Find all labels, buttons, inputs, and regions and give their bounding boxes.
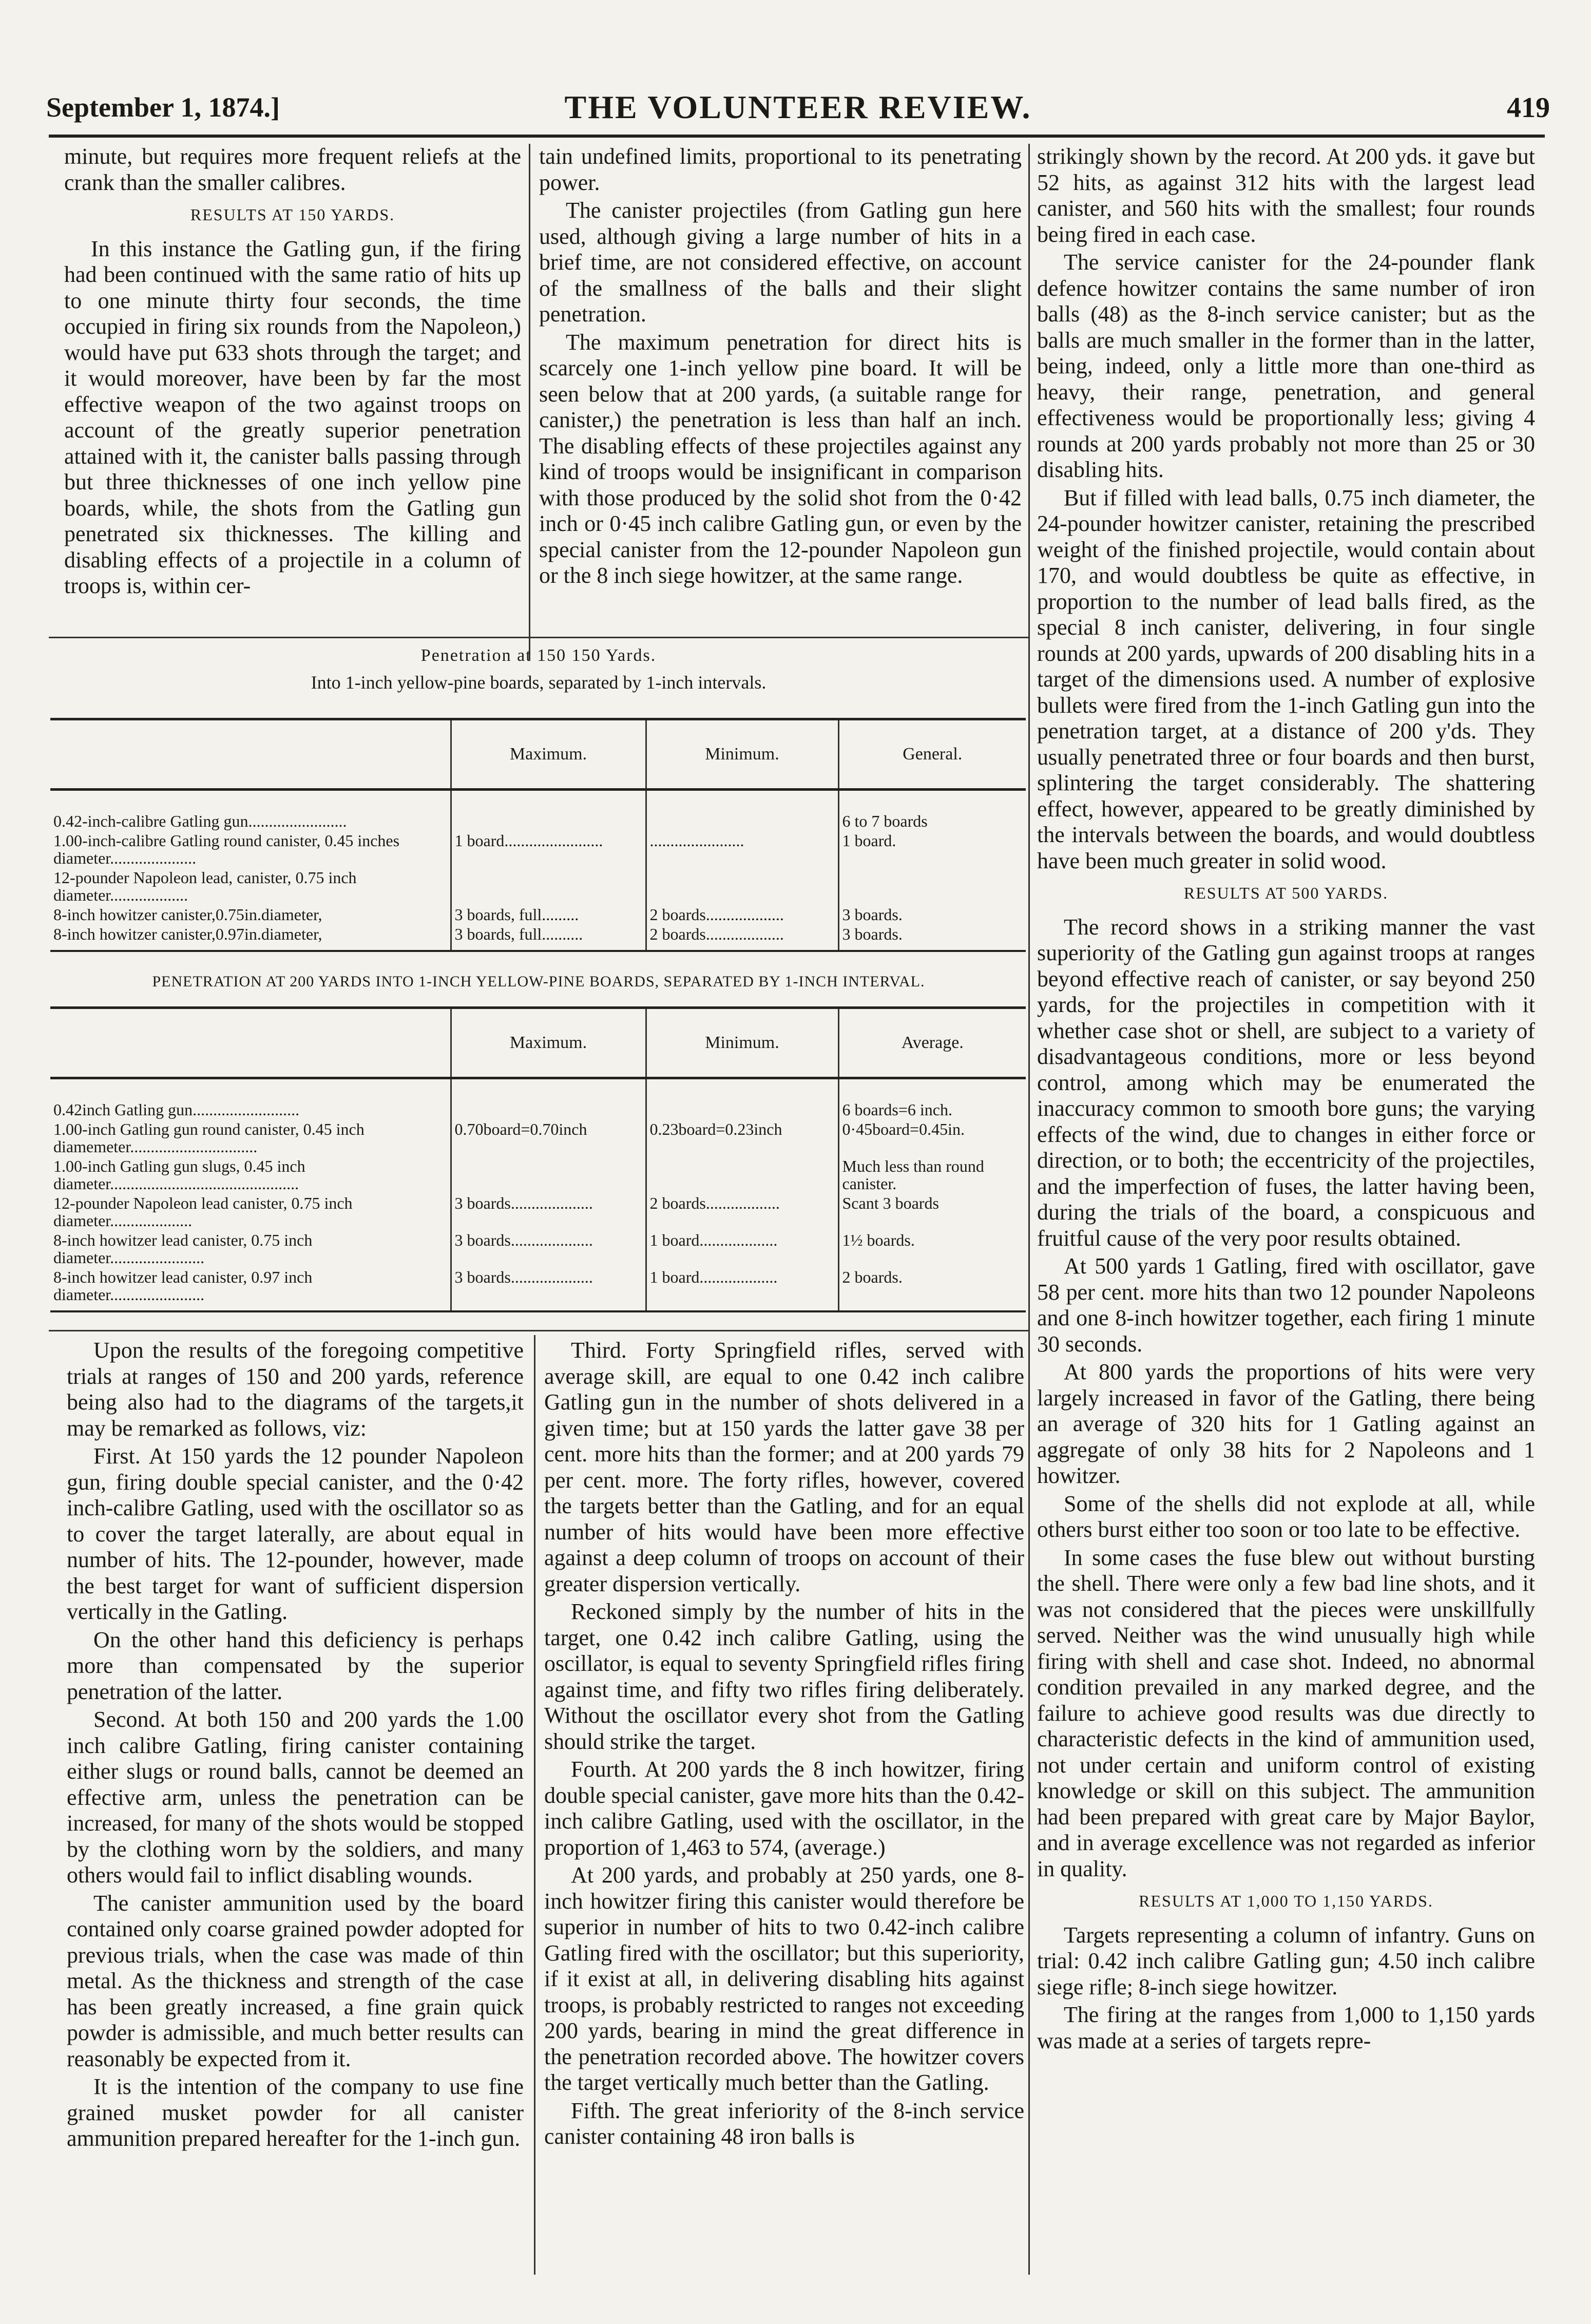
article-column-5 (544, 1338, 1024, 2152)
table-cell: 3 boards.................... (451, 1267, 646, 1311)
paragraph: The canister projectiles (from Gatling gun here used, although giving a large number of hits in a brief time, are not considered effective, on account of the smallness of the balls and their slight penetration. (539, 198, 1022, 327)
table-header-row (50, 719, 1026, 790)
section-heading: RESULTS AT 1,000 TO 1,150 YARDS. (1139, 1892, 1433, 1910)
header-cell (50, 1008, 451, 1078)
table-caption: PENETRATION AT 200 YARDS INTO 1-INCH YELLOW-PINE BOARDS, SEPARATED BY 1-INCH INTERVAL. (152, 973, 925, 990)
table-cell: 2 boards. (838, 1267, 1026, 1311)
header-cell: Average. (838, 1008, 1026, 1078)
table-cell: 3 boards.................... (451, 1193, 646, 1230)
table-row (50, 1078, 1026, 1120)
table-row (50, 1156, 1026, 1193)
table-cell (646, 790, 838, 831)
table-cell: 3 boards, full......... (451, 905, 646, 924)
table-row (50, 1230, 1026, 1267)
header-cell: Minimum. (646, 719, 838, 790)
table-row (50, 1119, 1026, 1156)
table-cell: 1 board........................ (451, 831, 646, 868)
masthead-title: THE VOLUNTEER REVIEW. (564, 89, 1032, 125)
paragraph: Fourth. At 200 yards the 8 inch howitzer, firing double special canister, gave more hits than the 0.42-inch calibre Gatling, used with the oscillator, in the proportion of 1,463 to 574, (average.) (544, 1757, 1024, 1860)
section-rule (49, 637, 1028, 638)
table-cell: 2 boards.................. (646, 1193, 838, 1230)
table-cell (451, 1156, 646, 1193)
table-cell (646, 1078, 838, 1120)
table-subcaption: Into 1-inch yellow-pine boards, separated by 1-inch intervals. (311, 672, 766, 693)
paragraph: The service canister for the 24-pounder flank defence howitzer contains the same number of iron balls (48) as the 8-inch service canister; but as the balls are much smaller in the former than in the latter, being, indeed, only a little more than one-third as heavy, their range, penetration, and general effectiveness would be proportionally less; giving 4 rounds at 200 yards probably not more than 25 or 30 disabling hits. (1037, 250, 1535, 482)
table-row (50, 790, 1026, 831)
page-number: 419 (1507, 92, 1550, 124)
paragraph: Targets representing a column of infantry. Guns on trial: 0.42 inch calibre Gatling gun; 4.50 inch calibre siege rifle; 8-inch siege howitzer. (1037, 1922, 1535, 1999)
table-cell: 8-inch howitzer lead canister, 0.97 inch diameter....................... (50, 1267, 451, 1311)
section-heading: RESULTS AT 500 YARDS. (1183, 884, 1389, 902)
article-column-1 (64, 144, 521, 601)
table-row (50, 1267, 1026, 1311)
table-cell: 8-inch howitzer canister,0.97in.diameter, (50, 924, 451, 951)
header-rule (49, 135, 1545, 138)
table-row (50, 868, 1026, 905)
paragraph: Second. At both 150 and 200 yards the 1.00 inch calibre Gatling, firing canister containing either slugs or round balls, cannot be deemed an effective arm, unless the penetration can be increased, for many of the shots would be stopped by the clothing worn by the soldiers, and many others would fail to inflict disabling wounds. (67, 1707, 524, 1888)
table-cell: 3 boards. (838, 924, 1026, 951)
paragraph: Third. Forty Springfield rifles, served with average skill, are equal to one 0.42 inch calibre Gatling gun in the number of shots delivered in a given time; but at 150 yards the latter gave 38 per cent. more hits than the former; and at 200 yards 79 per cent. more. The forty rifles, however, covered the targets better than the Gatling, and for an equal number of hits would have been more effective against a deep column of troops on account of their greater dispersion vertically. (544, 1338, 1024, 1596)
table-header-row (50, 1008, 1026, 1078)
table-cell: 6 to 7 boards (838, 790, 1026, 831)
table-cell: 8-inch howitzer canister,0.75in.diameter, (53, 905, 322, 924)
table-cell: 2 boards................... (646, 924, 838, 951)
table-cell: 0.42inch Gatling gun.......................... (53, 1100, 300, 1119)
paragraph: strikingly shown by the record. At 200 yds. it gave but 52 hits, as against 312 hits with the largest lead canister, and 560 hits with the smallest; four rounds being fired in each case. (1037, 144, 1535, 247)
article-column-3 (1037, 144, 1535, 2056)
table-row (50, 831, 1026, 868)
table-cell: 1 board. (838, 831, 1026, 868)
table-cell: 1½ boards. (838, 1230, 1026, 1267)
table-cell: 1 board................... (646, 1230, 838, 1267)
table-cell (451, 790, 646, 831)
header-cell (50, 719, 451, 790)
paragraph: At 500 yards 1 Gatling, fired with oscillator, gave 58 per cent. more hits than two 12 pounder Napoleons and one 8-inch howitzer together, each firing 1 minute 30 seconds. (1037, 1253, 1535, 1357)
table-cell: Much less than round canister. (838, 1156, 1026, 1193)
section-heading: RESULTS AT 150 YARDS. (190, 205, 395, 224)
paragraph: minute, but requires more frequent reliefs at the crank than the smaller calibres. (64, 144, 521, 195)
table-cell: ....................... (646, 831, 838, 868)
table-cell: 1.00-inch Gatling gun slugs, 0.45 inch diameter.............................................. (53, 1157, 305, 1193)
table-cell: 6 boards=6 inch. (838, 1078, 1026, 1120)
page-header (46, 86, 1550, 138)
header-cell: Maximum. (451, 719, 646, 790)
paragraph: Some of the shells did not explode at all, while others burst either too soon or too late to be effective. (1037, 1491, 1535, 1542)
header-cell: General. (838, 719, 1026, 790)
table-cell: 12-pounder Napoleon lead, canister, 0.75 inch diameter................... (53, 868, 357, 904)
paragraph: The firing at the ranges from 1,000 to 1,150 yards was made at a series of targets repre- (1037, 2002, 1535, 2053)
column-rule (529, 144, 530, 660)
table-cell: 1.00-inch-calibre Gatling round canister, 0.45 inches diameter..................... (53, 831, 400, 867)
paragraph: The maximum penetration for direct hits is scarcely one 1-inch yellow pine board. It will be seen below that at 200 yards, (a suitable range for canister,) the penetration is less than half an inch. The disabling effects of these projectiles against any kind of troops would be insignificant in comparison with those produced by the solid shot from the 0·42 inch or 0·45 inch calibre Gatling gun, or even by the special canister from the 12-pounder Napoleon gun or the 8 inch siege howitzer, at the same range. (539, 329, 1022, 588)
article-column-4 (67, 1338, 524, 2154)
penetration-table-150 (50, 718, 1026, 952)
column-rule (534, 1335, 535, 2275)
paragraph: At 800 yards the proportions of hits were very largely increased in favor of the Gatling, there being an average of 320 hits for 1 Gatling against an aggregate of only 38 hits for 2 Napoleons and 1 howitzer. (1037, 1359, 1535, 1488)
table-cell (646, 1156, 838, 1193)
table-cell: 3 boards.................... (451, 1230, 646, 1267)
article-column-2 (539, 144, 1022, 591)
paragraph: The canister ammunition used by the board contained only coarse grained powder adopted for previous trials, when the case was made of thin metal. As the thickness and strength of the case has been greatly increased, a fine grain quick powder is admissible, and much better results can reasonably be expected from it. (67, 1890, 524, 2071)
table-cell (451, 868, 646, 905)
table-cell: 2 boards................... (646, 905, 838, 924)
table-row (50, 924, 1026, 951)
table-row (50, 1193, 1026, 1230)
column-rule (1028, 144, 1030, 2275)
table-cell (451, 1078, 646, 1120)
table-cell: Scant 3 boards (838, 1193, 1026, 1230)
table-cell: 1.00-inch Gatling gun round canister, 0.45 inch diamemeter............................... (53, 1120, 365, 1156)
table-cell: 0.42-inch-calibre Gatling gun........................ (53, 812, 347, 830)
table-cell: 1 board................... (646, 1267, 838, 1311)
header-cell: Minimum. (646, 1008, 838, 1078)
table-cell: 3 boards. (838, 905, 1026, 924)
paragraph: It is the intention of the company to use fine grained musket powder for all canister ammunition prepared hereafter for the 1-inch gun. (67, 2074, 524, 2151)
penetration-table-200 (50, 1006, 1026, 1312)
table-cell: 8-inch howitzer lead canister, 0.75 inch diameter....................... (53, 1231, 313, 1267)
paragraph: In some cases the fuse blew out without bursting the shell. There were only a few bad line shots, and it was not considered that the pieces were unskillfully served. Neither was the wind unusually high while firing with shell and case shot. Indeed, no abnormal condition prevailed in any marked degree, and the failure to achieve good results was due directly to characteristic defects in the kind of ammunition used, not under certain and uniform control of existing knowledge or skill on this subject. The ammunition had been prepared with great care by Major Baylor, and in average excellence was not regarded as inferior in quality. (1037, 1545, 1535, 1881)
paragraph: tain undefined limits, proportional to its penetrating power. (539, 144, 1022, 195)
table-cell: 0·45board=0.45in. (838, 1119, 1026, 1156)
header-cell: Maximum. (451, 1008, 646, 1078)
table-cell (838, 868, 1026, 905)
section-rule (49, 1330, 1028, 1331)
table-cell: 0.23board=0.23inch (646, 1119, 838, 1156)
paragraph: Reckoned simply by the number of hits in the target, one 0.42 inch calibre Gatling, using the oscillator, is equal to seventy Springfield rifles firing against time, and fifty two rifles firing deliberately. Without the oscillator every shot from the Gatling should strike the target. (544, 1599, 1024, 1754)
paragraph: Fifth. The great inferiority of the 8-inch service canister containing 48 iron balls is (544, 2098, 1024, 2149)
issue-date: September 1, 1874.] (46, 92, 280, 123)
paragraph: On the other hand this deficiency is perhaps more than compensated by the superior penetration of the latter. (67, 1627, 524, 1704)
paragraph: First. At 150 yards the 12 pounder Napoleon gun, firing double special canister, and the 0·42 inch-calibre Gatling, used with the oscillator so as to cover the target laterally, are about equal in number of hits. The 12-pounder, however, made the best target for want of sufficient dispersion vertically in the Gatling. (67, 1443, 524, 1624)
table-cell: 3 boards, full.......... (451, 924, 646, 951)
table-cell (646, 868, 838, 905)
paragraph: Upon the results of the foregoing competitive trials at ranges of 150 and 200 yards, reference being also had to the diagrams of the targets,it may be remarked as follows, viz: (67, 1338, 524, 1441)
paragraph: In this instance the Gatling gun, if the firing had been continued with the same ratio of hits up to one minute thirty four seconds, the time occupied in firing six rounds from the Napoleon,) would have put 633 shots through the target; and it would moreover, have been by far the most effective weapon of the two against troops on account of the greatly superior penetration attained with it, the canister balls passing through but three thicknesses of one inch yellow pine boards, while, the shots from the Gatling gun penetrated six thicknesses. The killing and disabling effects of a projectile in a column of troops is, within cer- (64, 236, 521, 598)
table-cell: 0.70board=0.70inch (451, 1119, 646, 1156)
table-cell: 12-pounder Napoleon lead canister, 0.75 inch diameter.................... (53, 1194, 353, 1230)
paragraph: The record shows in a striking manner the vast superiority of the Gatling gun against troops at ranges beyond effective reach of canister, or say beyond 250 yards, for the projectiles in competition with it whether case shot or shell, are subject to a variety of disadvantageous conditions, more or less beyond control, among which may be enumerated the inaccuracy common to smooth bore guns; the varying effects of the wind, due to changes in either force or direction, or to both; the eccentricity of the projectiles, and the imperfection of fuses, the latter having been, during the trials of the board, a conspicuous and fruitful cause of the very poor results obtained. (1037, 914, 1535, 1251)
table-caption: Penetration at 150 150 Yards. (420, 646, 657, 665)
table-row (50, 905, 1026, 924)
paragraph: But if filled with lead balls, 0.75 inch diameter, the 24-pounder howitzer canister, retaining the prescribed weight of the finished projectile, would contain about 170, and would doubtless be quite as effective, in proportion to the number of lead balls fired, as the special 8 inch canister, delivering, in four single rounds at 200 yards, upwards of 200 disabling hits in a target of the dimensions used. A number of explosive bullets were fired from the 1-inch Gatling gun into the penetration target, at a distance of 200 y'ds. They usually penetrated three or four boards and then burst, splintering the target considerably. The shattering effect, however, appeared to be greatly diminished by the intervals between the boards, and would doubtless have been much greater in solid wood. (1037, 485, 1535, 873)
paragraph: At 200 yards, and probably at 250 yards, one 8-inch howitzer firing this canister would therefore be superior in number of hits to two 0.42-inch calibre Gatling fired with the oscillator; but this superiority, if it exist at all, in delivering disabling hits against troops, is probably restricted to ranges not exceeding 200 yards, bearing in mind the great difference in the penetration recorded above. The howitzer covers the target vertically much better than the Gatling. (544, 1862, 1024, 2095)
